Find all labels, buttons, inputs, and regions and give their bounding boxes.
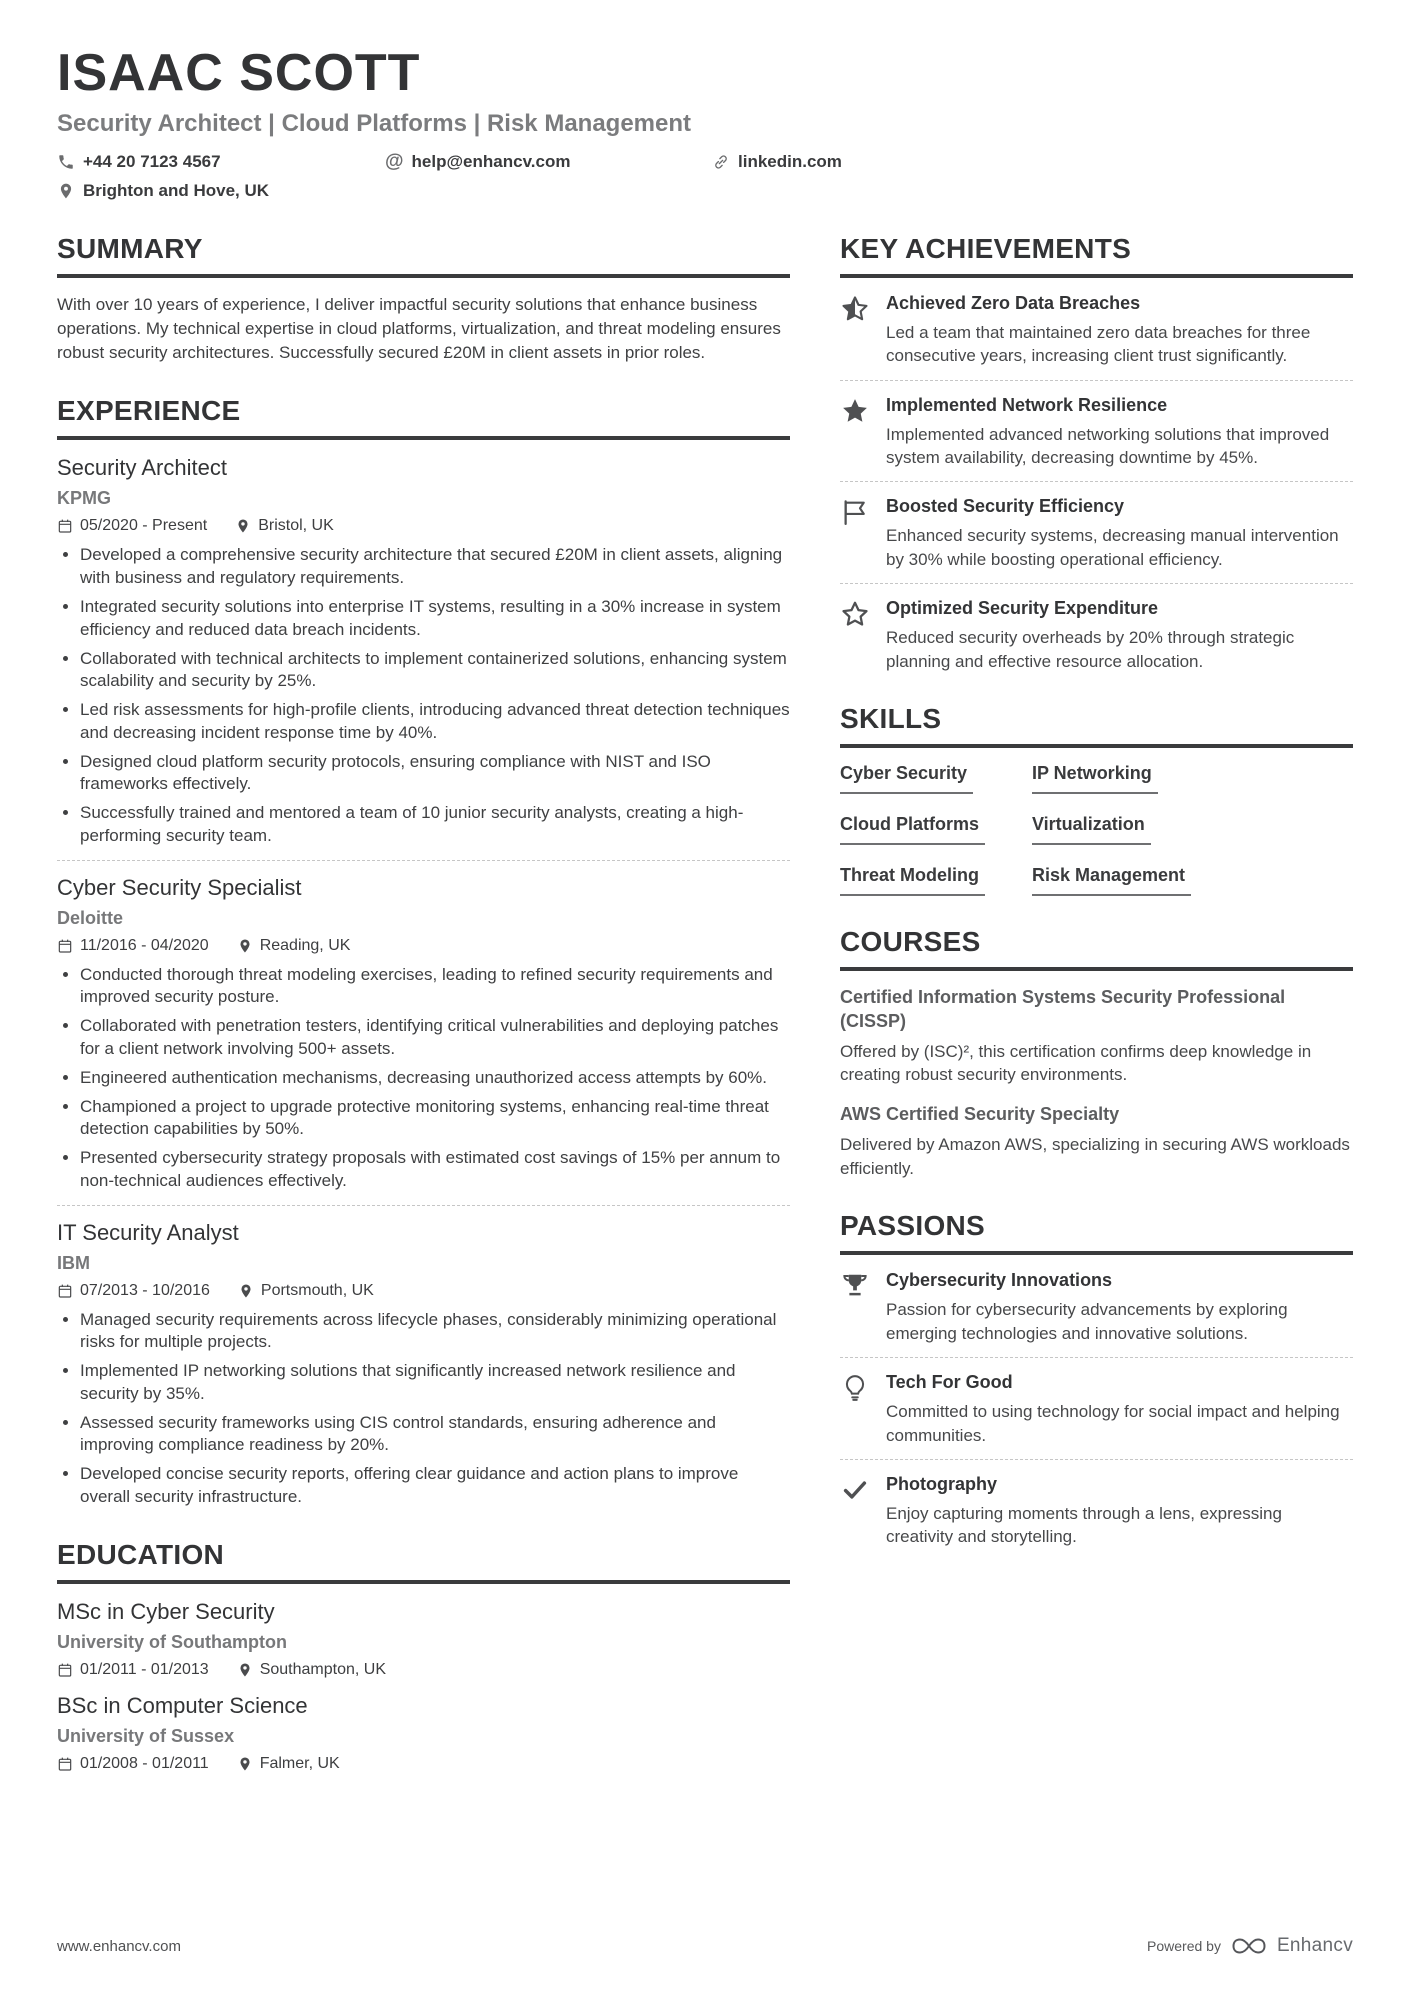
passion-text: Committed to using technology for social impact and helping communities. (886, 1402, 1340, 1445)
education-section (57, 1539, 790, 1773)
bullet: • Led risk assessments for high-profile clients, introducing advanced threat detection techniques and decreasing incident response time by 40%. (80, 699, 790, 745)
bullet: • Developed a comprehensive security architecture that secured £20M in client assets, aligning with business and regulatory requirements. (80, 544, 790, 590)
trophy-icon (840, 1271, 870, 1301)
right-column (840, 233, 1353, 1803)
location-icon (237, 1662, 253, 1678)
achievement-title: Boosted Security Efficiency (886, 496, 1125, 517)
dashed-divider (840, 1357, 1353, 1358)
dashed-divider (57, 860, 790, 861)
powered-by (1147, 1935, 1353, 1957)
course-title: Certified Information Systems Security Professional (CISSP) (840, 987, 1286, 1031)
course-text: Delivered by Amazon AWS, specializing in securing AWS workloads efficiently. (840, 1135, 1350, 1178)
education-dates-text: 01/2008 - 01/2011 (80, 1754, 209, 1772)
passion-body (886, 1270, 1353, 1345)
achievement-title: Achieved Zero Data Breaches (886, 292, 1141, 313)
skill-item: Cyber Security (840, 763, 973, 794)
course-item (840, 1103, 1353, 1180)
education-location-text: Falmer, UK (259, 1754, 340, 1772)
skill-item: IP Networking (1032, 763, 1158, 794)
summary-heading: SUMMARY (57, 233, 790, 278)
courses-heading: COURSES (840, 926, 1353, 971)
contact-location-text: Brighton and Hove, UK (83, 180, 270, 200)
bullet: • Integrated security solutions into enterprise IT systems, resulting in a 30% increase in system efficiency and reduced data breach incidents. (80, 596, 790, 642)
job-location (235, 517, 334, 535)
school-name: University of Sussex (57, 1725, 235, 1746)
company-name: KPMG (57, 488, 111, 509)
bullet: • Conducted thorough threat modeling exercises, leading to refined security requirements and improved security posture. (80, 964, 790, 1010)
powered-by-label: Powered by (1147, 1938, 1221, 1954)
phone-icon (57, 153, 75, 171)
job-title: Cyber Security Specialist (57, 874, 302, 900)
achievement-item (840, 293, 1353, 368)
job-meta (57, 517, 790, 535)
star-filled-icon (840, 396, 870, 426)
experience-item (57, 455, 790, 847)
contact-phone[interactable] (57, 152, 385, 172)
passion-title: Cybersecurity Innovations (886, 1270, 1113, 1291)
contact-link-text: linkedin.com (738, 151, 842, 171)
job-dates (57, 937, 209, 955)
bullet: • Assessed security frameworks using CIS control standards, ensuring adherence and improving compliance readiness by 20%. (80, 1412, 790, 1458)
calendar-icon (57, 518, 73, 534)
bullet: • Successfully trained and mentored a team of 10 junior security analysts, creating a high-performing security team. (80, 802, 790, 848)
bullet: • Presented cybersecurity strategy proposals with estimated cost savings of 15% per annum to non-technical audiences effectively. (80, 1147, 790, 1193)
calendar-icon (57, 938, 73, 954)
education-meta (57, 1661, 790, 1679)
passion-text: Enjoy capturing moments through a lens, expressing creativity and storytelling. (886, 1504, 1282, 1547)
job-dates (57, 1282, 210, 1300)
achievement-text: Led a team that maintained zero data breaches for three consecutive years, increasing client trust significantly. (886, 322, 1311, 366)
passion-body (886, 1474, 1353, 1549)
calendar-icon (57, 1662, 73, 1678)
passion-item (840, 1372, 1353, 1447)
job-dates-text: 07/2013 - 10/2016 (80, 1281, 210, 1299)
job-dates (57, 517, 207, 535)
summary-section (57, 233, 790, 366)
education-item (57, 1693, 790, 1773)
checkmark-icon (840, 1475, 870, 1505)
experience-heading: EXPERIENCE (57, 395, 790, 440)
passion-title: Tech For Good (886, 1372, 1013, 1393)
achievement-title: Optimized Security Expenditure (886, 598, 1159, 619)
contact-row (57, 152, 1353, 201)
achievement-body (886, 496, 1353, 571)
education-meta (57, 1755, 790, 1773)
job-location (237, 937, 351, 955)
courses-section (840, 926, 1353, 1180)
star-outline-icon (840, 599, 870, 629)
calendar-icon (57, 1283, 73, 1299)
star-badge-icon (840, 294, 870, 324)
flag-icon (840, 497, 870, 527)
job-meta (57, 1282, 790, 1300)
education-item (57, 1599, 790, 1679)
course-title: AWS Certified Security Specialty (840, 1103, 1120, 1124)
skill-item: Threat Modeling (840, 865, 985, 896)
achievement-text: Reduced security overheads by 20% through strategic planning and effective resource allocation. (886, 628, 1295, 671)
location-icon (237, 1756, 253, 1772)
job-bullets (57, 544, 790, 847)
job-title: IT Security Analyst (57, 1219, 239, 1245)
achievement-text: Enhanced security systems, decreasing manual intervention by 30% while boosting operational efficiency. (886, 526, 1339, 569)
skills-grid (840, 763, 1353, 896)
brand-name: Enhancv (1276, 1935, 1353, 1956)
contact-phone-text: +44 20 7123 4567 (83, 151, 221, 171)
job-dates-text: 11/2016 - 04/2020 (80, 936, 209, 954)
achievement-item (840, 496, 1353, 571)
course-item (840, 986, 1353, 1087)
skills-section (840, 703, 1353, 896)
job-dates-text: 05/2020 - Present (80, 517, 208, 535)
bullet: • Engineered authentication mechanisms, decreasing unauthorized access attempts by 60%. (80, 1067, 790, 1090)
achievement-title: Implemented Network Resilience (886, 394, 1168, 415)
dashed-divider (840, 481, 1353, 482)
calendar-icon (57, 1756, 73, 1772)
location-icon (237, 938, 253, 954)
lightbulb-icon (840, 1373, 870, 1403)
location-icon (235, 518, 251, 534)
bullet: • Collaborated with technical architects to implement containerized solutions, enhancing system scalability and security by 25%. (80, 648, 790, 694)
contact-link[interactable] (712, 152, 842, 172)
company-name: Deloitte (57, 907, 124, 928)
education-location-text: Southampton, UK (259, 1660, 386, 1678)
achievement-item (840, 395, 1353, 470)
achievement-text: Implemented advanced networking solutions that improved system availability, decreasing downtime by 45%. (886, 424, 1330, 467)
education-dates (57, 1755, 209, 1773)
footer-website-link[interactable]: www.enhancv.com (57, 1937, 181, 1955)
education-location (237, 1661, 386, 1679)
passions-heading: PASSIONS (840, 1210, 1353, 1255)
person-name: ISAAC SCOTT (57, 44, 421, 102)
enhancv-logo-icon (1231, 1937, 1267, 1955)
contact-email-text: help@enhancv.com (411, 151, 571, 171)
bullet: • Developed concise security reports, offering clear guidance and action plans to improve overall security infrastructure. (80, 1463, 790, 1509)
summary-text: With over 10 years of experience, I deliver impactful security solutions that enhance business operations. My technical expertise in cloud platforms, virtualization, and threat modeling ensures robust security architectures. Successfully secured £20M in client assets in prior roles. (57, 294, 781, 363)
job-bullets (57, 1309, 790, 1509)
job-title: Security Architect (57, 455, 227, 481)
skills-heading: SKILLS (840, 703, 1353, 748)
passion-item (840, 1270, 1353, 1345)
experience-item (57, 875, 790, 1193)
contact-location (57, 181, 1353, 201)
experience-section (57, 395, 790, 1508)
bullet: • Managed security requirements across lifecycle phases, considerably minimizing operational risks for multiple projects. (80, 1309, 790, 1355)
passion-body (886, 1372, 1353, 1447)
achievements-section (840, 233, 1353, 674)
dashed-divider (57, 1205, 790, 1206)
job-location-text: Reading, UK (259, 936, 351, 954)
dashed-divider (840, 583, 1353, 584)
school-name: University of Southampton (57, 1631, 288, 1652)
education-dates-text: 01/2011 - 01/2013 (80, 1660, 209, 1678)
job-location-text: Portsmouth, UK (260, 1281, 374, 1299)
achievements-heading: KEY ACHIEVEMENTS (840, 233, 1353, 278)
bullet: • Championed a project to upgrade protective monitoring systems, enhancing real-time threat detection capabilities by 50%. (80, 1096, 790, 1142)
education-heading: EDUCATION (57, 1539, 790, 1584)
passion-text: Passion for cybersecurity advancements by exploring emerging technologies and innovative solutions. (886, 1300, 1288, 1343)
skill-item: Cloud Platforms (840, 814, 985, 845)
passion-title: Photography (886, 1474, 997, 1495)
location-icon (238, 1283, 254, 1299)
job-location-text: Bristol, UK (258, 517, 334, 535)
course-text: Offered by (ISC)², this certification confirms deep knowledge in creating robust security environments. (840, 1042, 1312, 1085)
passions-section (840, 1210, 1353, 1549)
resume-header (57, 46, 1353, 201)
company-name: IBM (57, 1252, 90, 1273)
person-headline: Security Architect | Cloud Platforms | Risk Management (57, 109, 692, 137)
dashed-divider (840, 1459, 1353, 1460)
job-meta (57, 937, 790, 955)
contact-email[interactable] (385, 152, 712, 172)
degree-title: MSc in Cyber Security (57, 1598, 275, 1624)
location-icon (57, 182, 75, 200)
education-location (237, 1755, 340, 1773)
bullet: • Collaborated with penetration testers, identifying critical vulnerabilities and deploying patches for a client network involving 500+ assets. (80, 1015, 790, 1061)
education-dates (57, 1661, 209, 1679)
achievement-item (840, 598, 1353, 673)
achievement-body (886, 598, 1353, 673)
page-footer (57, 1935, 1353, 1957)
bullet: • Implemented IP networking solutions that significantly increased network resilience and security by 35%. (80, 1360, 790, 1406)
bullet: • Designed cloud platform security protocols, ensuring compliance with NIST and ISO frameworks effectively. (80, 751, 790, 797)
left-column (57, 233, 790, 1803)
job-bullets (57, 964, 790, 1193)
achievement-body (886, 395, 1353, 470)
dashed-divider (840, 380, 1353, 381)
experience-item (57, 1220, 790, 1509)
skill-item: Risk Management (1032, 865, 1191, 896)
passion-item (840, 1474, 1353, 1549)
link-icon (712, 153, 730, 171)
job-location (238, 1282, 374, 1300)
content-columns (57, 233, 1353, 1803)
at-icon: @ (385, 151, 404, 173)
skill-item: Virtualization (1032, 814, 1151, 845)
achievement-body (886, 293, 1353, 368)
degree-title: BSc in Computer Science (57, 1692, 308, 1718)
